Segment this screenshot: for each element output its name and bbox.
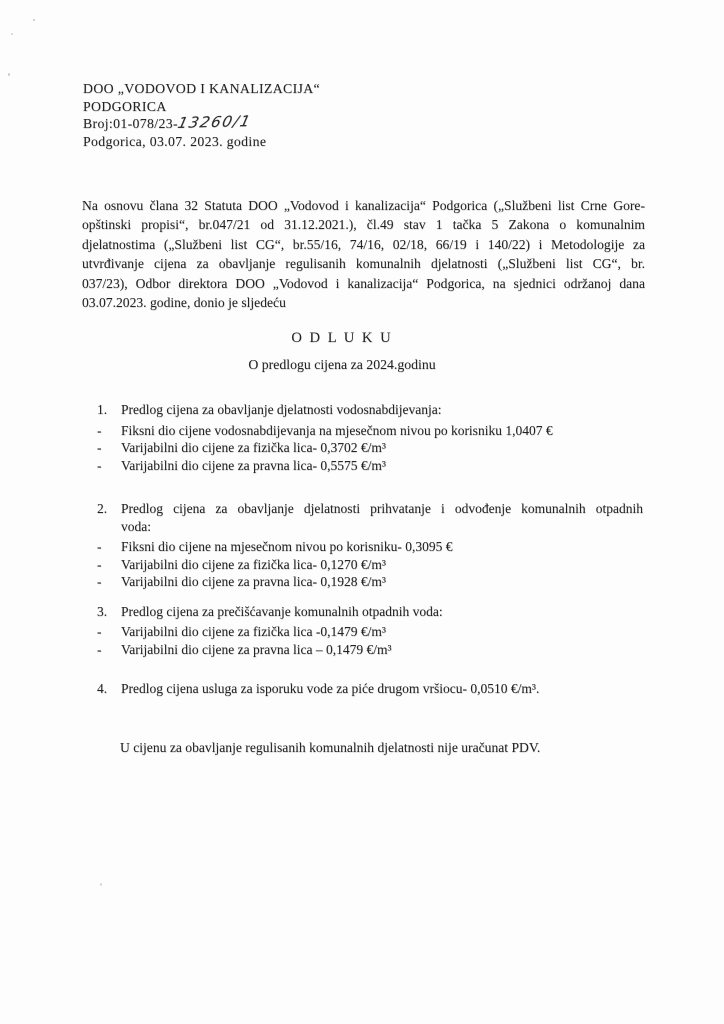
bullet-text: Fiksni dio cijene na mjesečnom nivou po korisniku- 0,3095 € xyxy=(121,539,453,554)
item-number: 3. xyxy=(97,603,108,619)
item-heading-continued: voda: xyxy=(121,518,151,534)
document-subtitle: O predlogu cijena za 2024.godinu xyxy=(248,357,436,372)
bullet-text: Varijabilni dio cijene za fizička lica -0,1479 €/m³ xyxy=(121,624,386,639)
preamble-line: 03.07.2023. godine, donio je sljedeću xyxy=(82,295,286,311)
bullet-dash: - xyxy=(97,440,102,455)
item-heading: Predlog cijena za prečišćavanje komunalnih otpadnih voda: xyxy=(121,603,443,619)
company-name: DOO „VODOVOD I KANALIZACIJA“ xyxy=(83,81,321,96)
item-number: 2. xyxy=(97,501,108,516)
scan-speck xyxy=(8,73,10,76)
document-number-line xyxy=(83,112,320,133)
bullet-text: Varijabilni dio cijene za pravna lica- 0,1928 €/m³ xyxy=(121,574,386,589)
list-item xyxy=(97,603,643,659)
item-number-spacer xyxy=(97,518,121,536)
bullet-text: Varijabilni dio cijene za pravna lica- 0,5575 €/m³ xyxy=(121,457,386,473)
decision-items-list xyxy=(97,401,643,698)
preamble-line: opštinski propisi“, br.047/21 od 31.12.2021.), čl.49 stav 1 tačka 5 Zakona o komunalnim xyxy=(82,217,645,233)
document-number-handwritten: 13260/1 xyxy=(175,112,254,133)
preamble-line: djelatnostima („Službeni list CG“, br.55/16, 74/16, 02/18, 66/19 i 140/22) i Metodologije za xyxy=(82,236,645,252)
document-number-label: Broj:01-078/23- xyxy=(83,116,178,132)
bullet-dash: - xyxy=(97,624,102,639)
preamble-paragraph xyxy=(82,196,645,312)
preamble-line: 037/23), Odbor direktora DOO „Vodovod i kanalizacija“ Podgorica, na sjednici održanoj dana xyxy=(82,275,645,291)
list-item xyxy=(97,680,643,698)
item-heading: Predlog cijena za obavljanje djelatnosti prihvatanje i odvođenje komunalnih otpadnih xyxy=(121,501,643,516)
bullet-dash: - xyxy=(97,641,102,657)
preamble-line: Na osnovu člana 32 Statuta DOO „Vodovod i kanalizacija“ Podgorica („Službeni list Crne Gore- xyxy=(82,198,645,213)
item-heading: Predlog cijena usluga za isporuku vode za piće drugom vršiocu- 0,0510 €/m³. xyxy=(121,681,540,696)
item-number: 4. xyxy=(97,681,108,696)
place-date: Podgorica, 03.07. 2023. godine xyxy=(83,133,267,149)
list-item xyxy=(97,401,643,474)
bullet-dash: - xyxy=(97,556,102,572)
item-number: 1. xyxy=(97,402,108,417)
document-title: O D L U K U xyxy=(291,330,393,346)
preamble-line: utvrđivanje cijena za obavljanje regulisanih komunalnih djelatnosti („Službeni list CG“, br. xyxy=(82,256,645,272)
bullet-dash: - xyxy=(97,457,102,473)
scan-speck xyxy=(33,19,35,21)
bullet-dash: - xyxy=(97,539,102,554)
letterhead xyxy=(83,80,320,150)
scan-speck xyxy=(11,33,13,35)
bullet-dash: - xyxy=(97,574,102,589)
vat-note: U cijenu za obavljanje regulisanih komunalnih djelatnosti nije uračunat PDV. xyxy=(120,740,541,755)
bullet-text: Varijabilni dio cijene za fizička lica- 0,1270 €/m³ xyxy=(121,556,386,572)
bullet-dash: - xyxy=(97,422,102,438)
list-item xyxy=(97,500,643,591)
bullet-text: Varijabilni dio cijene za fizička lica- 0,3702 €/m³ xyxy=(121,440,386,455)
bullet-text: Varijabilni dio cijene za pravna lica – 0,1479 €/m³ xyxy=(121,641,392,657)
scan-speck xyxy=(100,883,102,886)
company-city: PODGORICA xyxy=(83,98,167,114)
item-heading: Predlog cijena za obavljanje djelatnosti vodosnabdijevanja: xyxy=(121,402,442,417)
bullet-text: Fiksni dio cijene vodosnabdijevanja na mjesečnom nivou po korisniku 1,0407 € xyxy=(121,422,553,438)
